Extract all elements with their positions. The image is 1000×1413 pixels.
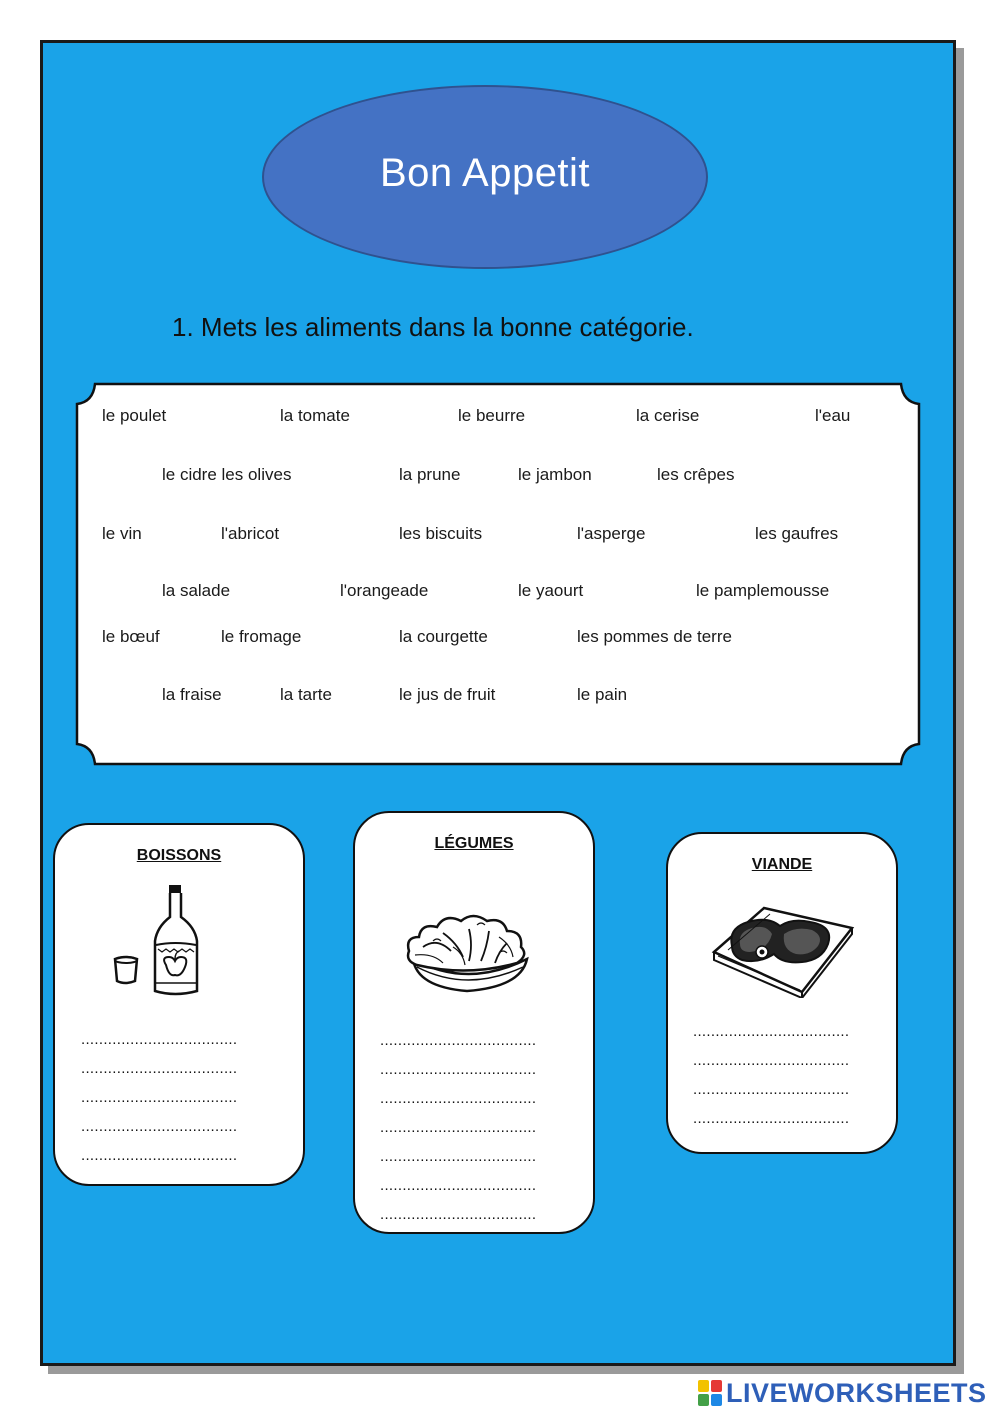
boissons-title: BOISSONS [136,847,222,864]
lettuce-bowl-icon [403,907,531,995]
word-bank-frame [75,382,921,766]
word-item[interactable]: la courgette [399,627,488,646]
steak-board-icon [710,890,856,998]
liveworksheets-logo-icon [698,1380,722,1406]
answer-line[interactable]: ................................... [81,1118,238,1135]
word-bank [75,382,921,766]
viande-title: VIANDE [751,856,813,873]
instruction-text: 1. Mets les aliments dans la bonne catégorie. [172,312,694,342]
answer-line[interactable]: ................................... [380,1061,537,1078]
word-item[interactable]: les pommes de terre [577,627,732,646]
word-item[interactable]: le pamplemousse [696,581,830,600]
word-item[interactable]: le jambon [518,465,592,484]
word-item[interactable]: la cerise [636,406,700,425]
word-item[interactable]: le cidre les olives [162,465,292,484]
word-item[interactable]: le fromage [221,627,302,646]
word-item[interactable]: le yaourt [518,581,584,600]
answer-line[interactable]: ................................... [693,1081,850,1098]
answer-line[interactable]: ................................... [693,1052,850,1069]
answer-line[interactable]: ................................... [81,1089,238,1106]
word-item[interactable]: l'orangeade [340,581,429,600]
viande-card [666,832,898,1154]
word-item[interactable]: l'asperge [577,524,646,543]
word-item[interactable]: le poulet [102,406,167,425]
answer-line[interactable]: ................................... [380,1032,537,1049]
bottle-and-glass-icon [111,883,203,999]
word-item[interactable]: l'eau [815,406,851,425]
word-item[interactable]: le bœuf [102,627,160,646]
word-item[interactable]: le jus de fruit [399,685,496,704]
word-item[interactable]: le pain [577,685,628,704]
word-item[interactable]: la prune [399,465,461,484]
boissons-card [53,823,305,1186]
word-item[interactable]: le beurre [458,406,526,425]
word-item[interactable]: la tarte [280,685,332,704]
answer-line[interactable]: ................................... [380,1148,537,1165]
word-item[interactable]: l'abricot [221,524,280,543]
word-item[interactable]: les crêpes [657,465,735,484]
answer-line[interactable]: ................................... [693,1110,850,1127]
answer-line[interactable]: ................................... [380,1177,537,1194]
liveworksheets-watermark [698,1378,987,1408]
word-item[interactable]: la fraise [162,685,222,704]
word-item[interactable]: les biscuits [399,524,483,543]
title-oval [262,85,708,269]
answer-line[interactable]: ................................... [81,1147,238,1164]
word-item[interactable]: la tomate [280,406,350,425]
answer-line[interactable]: ................................... [81,1031,238,1048]
word-item[interactable]: la salade [162,581,231,600]
legumes-card [353,811,595,1234]
answer-line[interactable]: ................................... [693,1023,850,1040]
answer-line[interactable]: ................................... [380,1119,537,1136]
answer-line[interactable]: ................................... [380,1206,537,1223]
page-title: Bon Appetit [379,150,591,195]
answer-line[interactable]: ................................... [81,1060,238,1077]
word-item[interactable]: le vin [102,524,142,543]
answer-line[interactable]: ................................... [380,1090,537,1107]
word-item[interactable]: les gaufres [755,524,839,543]
watermark-text: LIVEWORKSHEETS [726,1377,987,1408]
legumes-title: LÉGUMES [434,835,514,852]
